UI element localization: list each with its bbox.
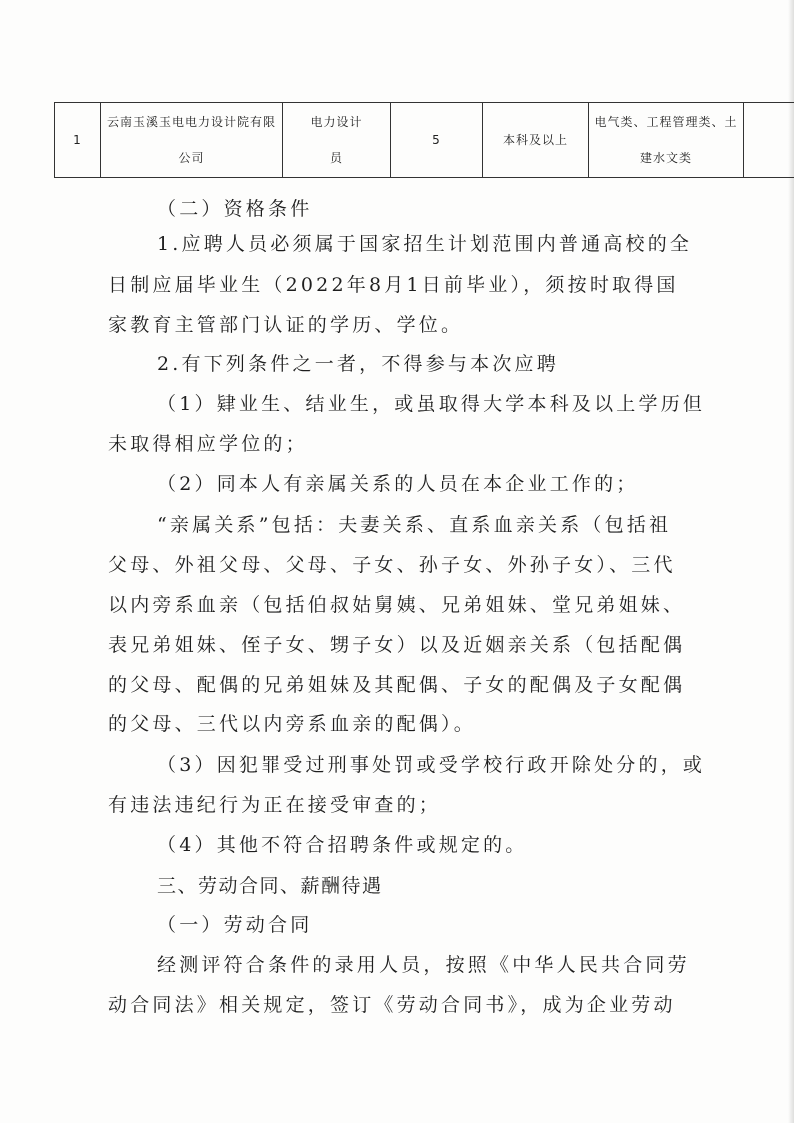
paragraph-line: 经测评符合条件的录用人员，按照《中华人民共合同劳 xyxy=(157,954,690,976)
paragraph-line: 父母、外祖父母、父母、子女、孙子女、外孙子女）、三代 xyxy=(108,554,676,576)
paragraph-line: （1）肄业生、结业生，或虽取得大学本科及以上学历但 xyxy=(157,393,706,415)
paragraph-line: 家教育主管部门认证的学历、学位。 xyxy=(108,314,464,336)
paragraph-line: （4）其他不符合招聘条件或规定的。 xyxy=(157,834,528,856)
paragraph-line: 以内旁系血亲（包括伯叔姑舅姨、兄弟姐妹、堂兄弟姐妹、 xyxy=(108,594,686,616)
paragraph-line: “亲属关系”包括：夫妻关系、直系血亲关系（包括祖 xyxy=(157,514,672,536)
cell-count: 5 xyxy=(391,103,483,178)
subsection-heading: （一）劳动合同 xyxy=(157,914,313,936)
paragraph-line: 2.有下列条件之一者，不得参与本次应聘 xyxy=(157,353,559,375)
cell-remark xyxy=(744,103,794,178)
paragraph-line: 有违法违纪行为正在接受审查的； xyxy=(108,794,442,816)
cell-major: 电气类、工程管理类、土建水文类 xyxy=(589,103,744,178)
cell-index: 1 xyxy=(55,103,101,178)
paragraph-line: 未取得相应学位的； xyxy=(108,433,308,455)
paragraph-line: 表兄弟姐妹、侄子女、甥子女）以及近姻亲关系（包括配偶 xyxy=(108,634,686,656)
table-row xyxy=(55,103,794,178)
recruitment-table xyxy=(54,102,794,178)
cell-education: 本科及以上 xyxy=(483,103,589,178)
paragraph-line: 的父母、三代以内旁系血亲的配偶）。 xyxy=(108,713,476,735)
section-heading-qualifications: （二）资格条件 xyxy=(157,198,313,220)
paragraph-line: 日制应届毕业生（2022年8月1日前毕业），须按时取得国 xyxy=(108,274,679,296)
paragraph-line: （2）同本人有亲属关系的人员在本企业工作的； xyxy=(157,473,639,495)
paragraph-line: 的父母、配偶的兄弟姐妹及其配偶、子女的配偶及子女配偶 xyxy=(108,674,686,696)
paragraph-line: 1.应聘人员必须属于国家招生计划范围内普通高校的全 xyxy=(157,233,693,255)
cell-position: 电力设计员 xyxy=(283,103,391,178)
section-heading-labor-contract: 三、劳动合同、薪酬待遇 xyxy=(157,875,383,897)
paragraph-line: （3）因犯罪受过刑事处罚或受学校行政开除处分的，或 xyxy=(157,754,706,776)
paragraph-line: 动合同法》相关规定，签订《劳动合同书》，成为企业劳动 xyxy=(108,994,676,1016)
cell-company: 云南玉溪玉电电力设计院有限公司 xyxy=(101,103,283,178)
